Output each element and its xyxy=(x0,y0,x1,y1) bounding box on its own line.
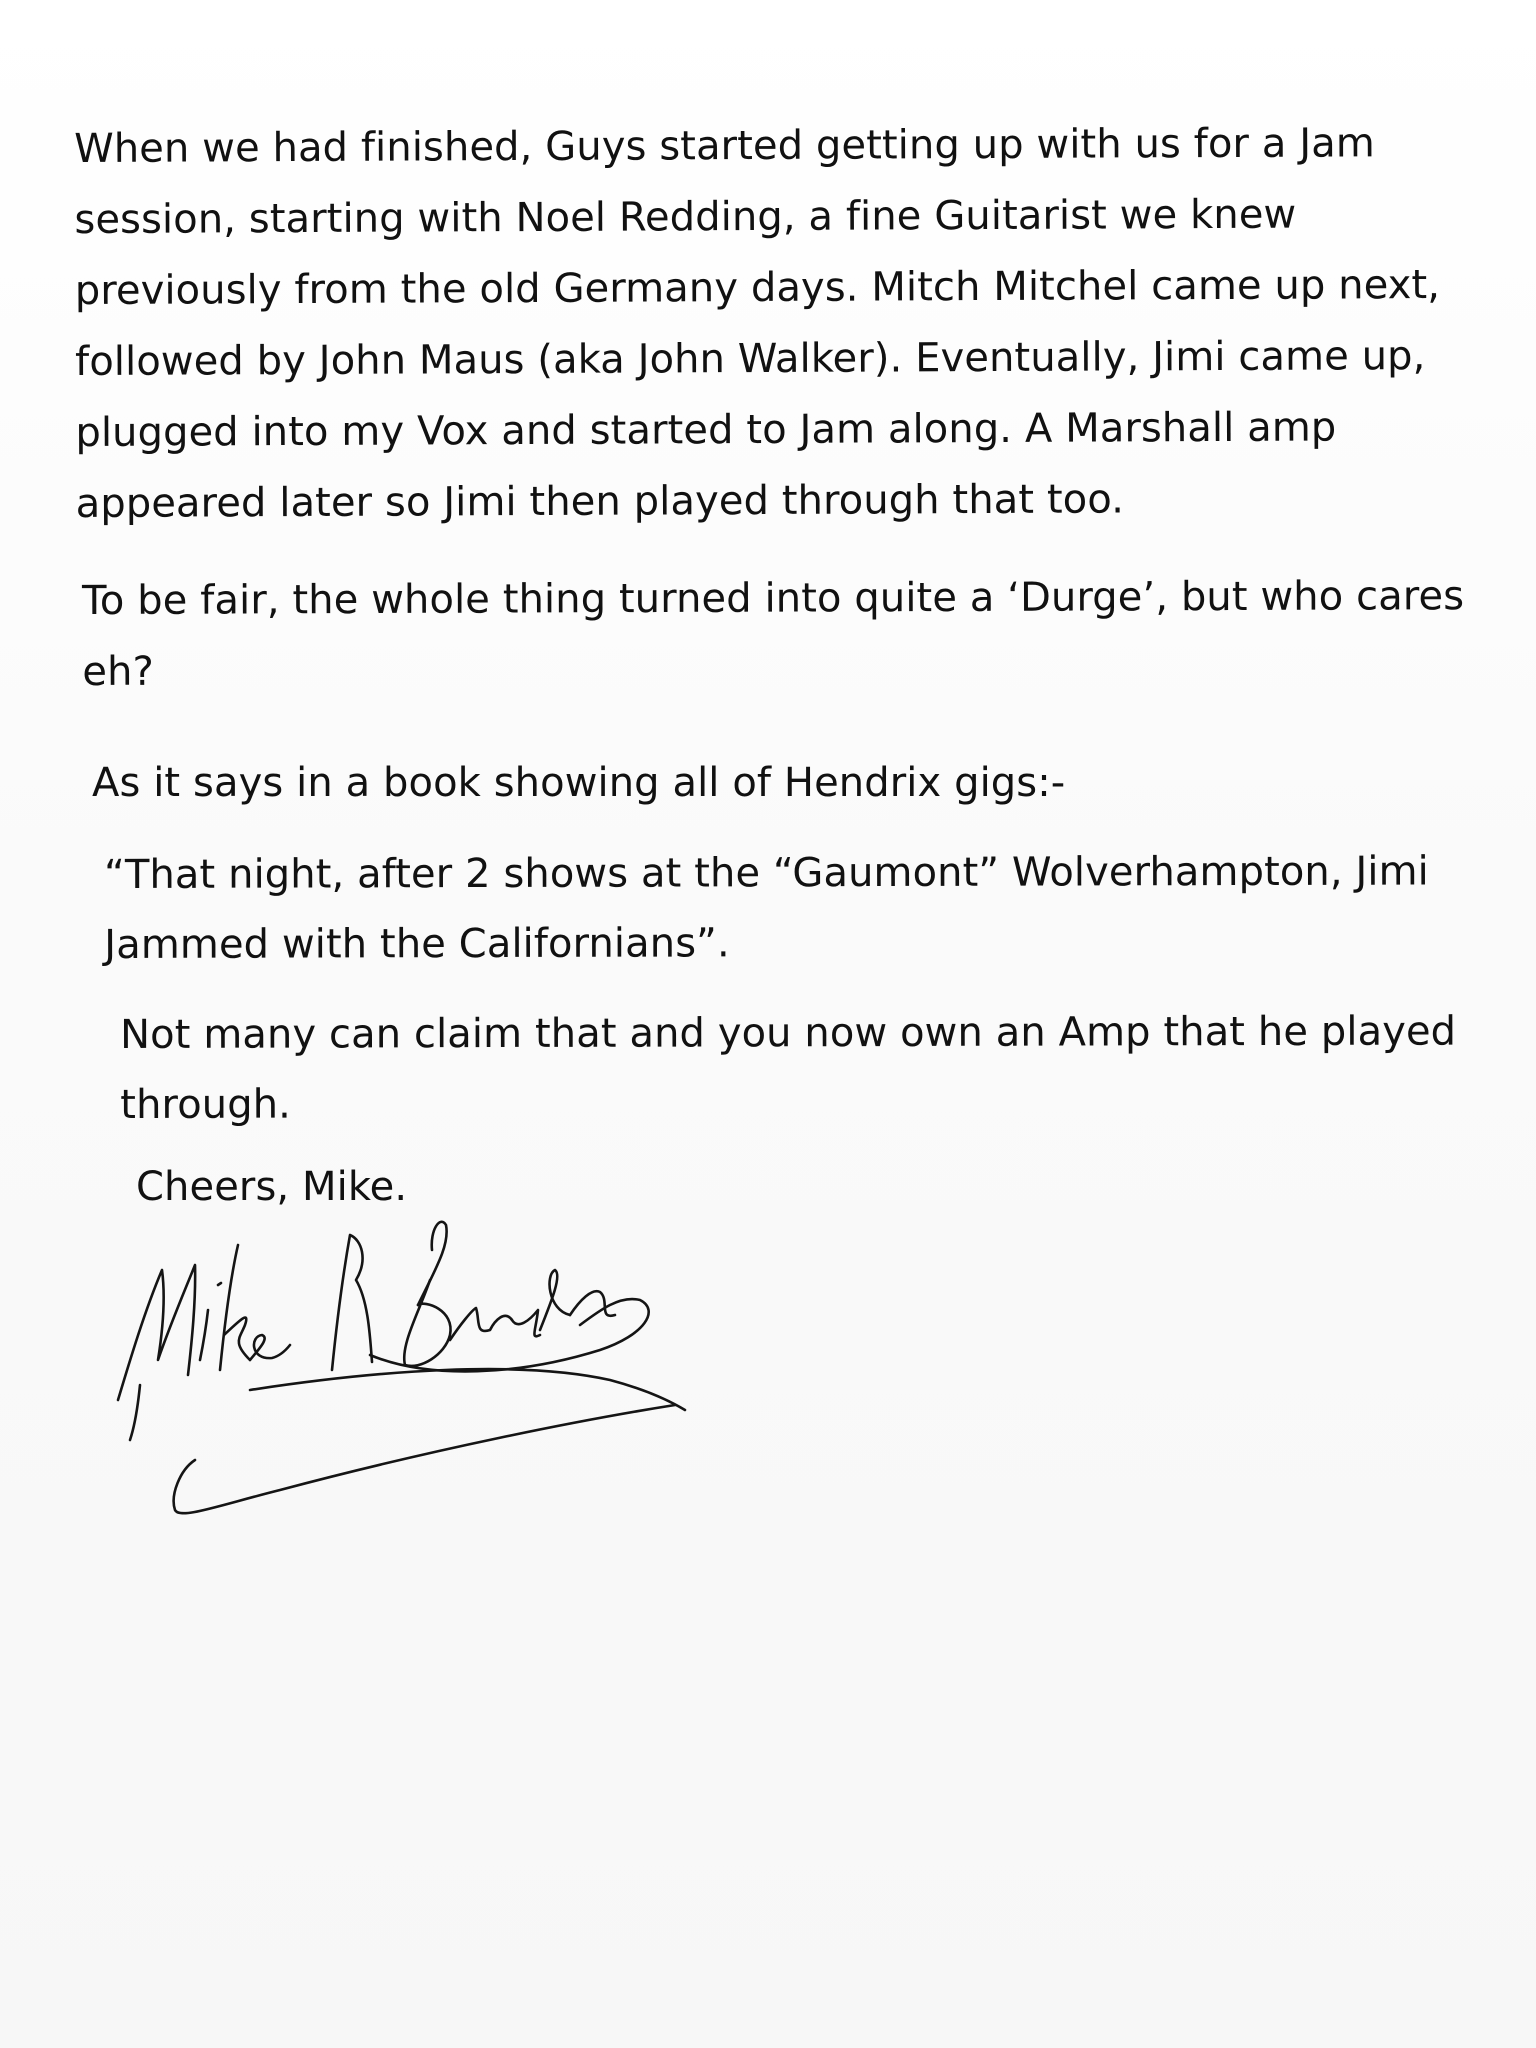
paragraph-book-intro: As it says in a book showing all of Hendrix gigs:- xyxy=(92,760,1066,806)
paragraph-amp-claim: Not many can claim that and you now own an Amp that he played through. xyxy=(120,1008,1457,1128)
paragraph-durge: To be fair, the whole thing turned into quite a ‘Durge’, but who cares eh? xyxy=(82,573,1465,695)
paragraph-jam-session: When we had finished, Guys started getting up with us for a Jam session, starting with Noel Redding, a fine Guitarist we knew previously from the old Germany days. Mitch Mitchel came up next, followed by John Maus (aka John Walker). Eventually, Jimi came up, plugged into my Vox and started to Jam along. A Marshall amp appeared later so Jimi then played through that too. xyxy=(74,120,1441,527)
handwritten-signature xyxy=(100,1160,820,1540)
sign-off: Cheers, Mike. xyxy=(136,1164,408,1210)
paragraph-quote: “That night, after 2 shows at the “Gaumont” Wolverhampton, Jimi Jammed with the Californians”. xyxy=(104,848,1429,968)
